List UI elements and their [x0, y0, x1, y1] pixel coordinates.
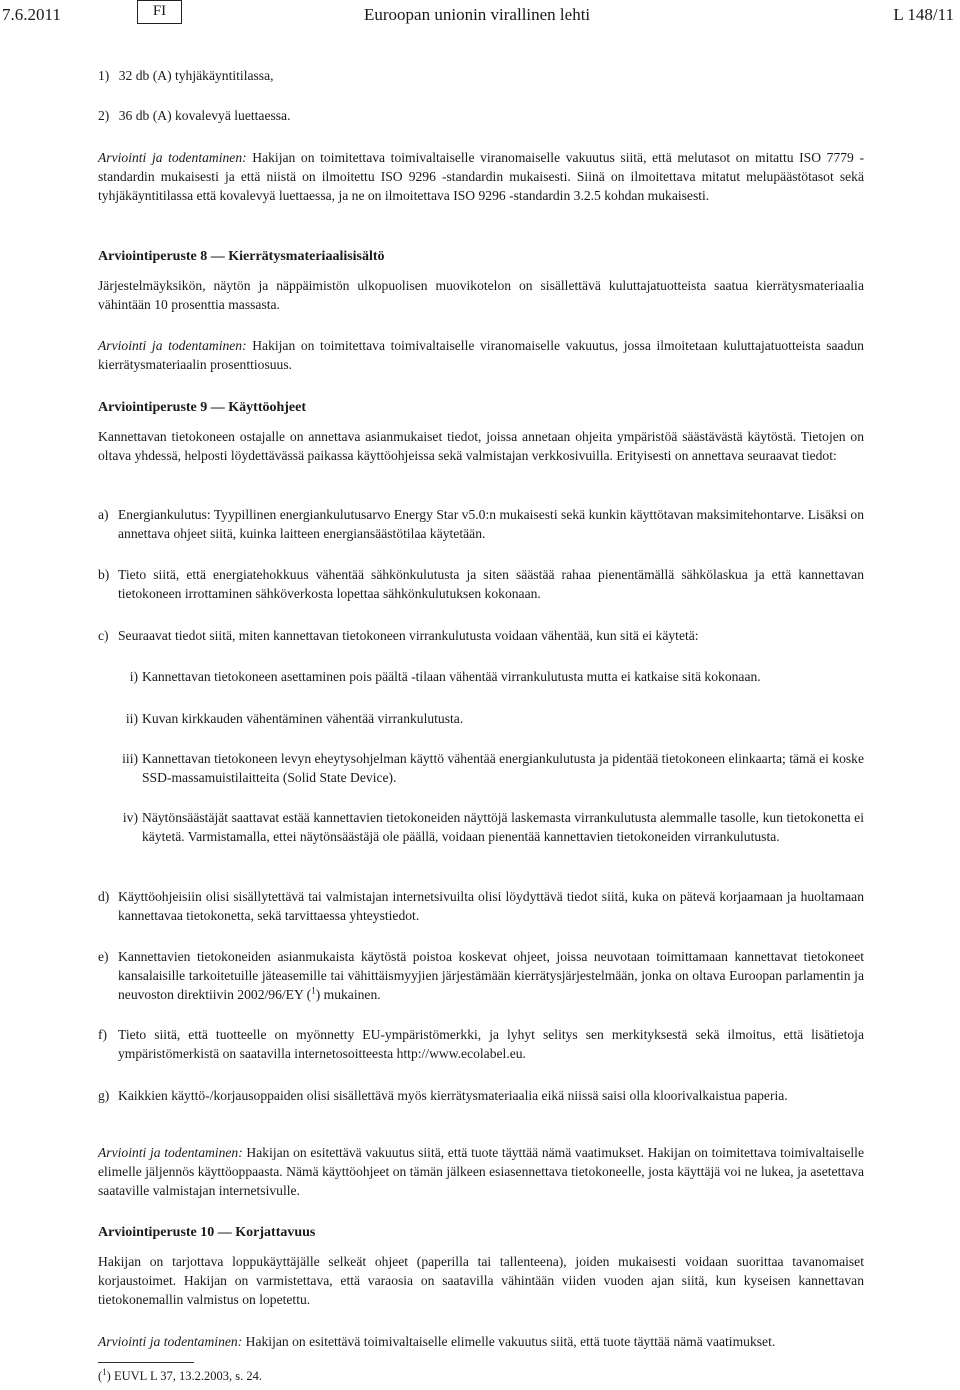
assessment-paragraph	[98, 1332, 864, 1351]
list-item-label: 1)	[98, 68, 110, 83]
language-badge: FI	[137, 0, 182, 24]
section-heading-10: Arviointiperuste 10 — Korjattavuus	[98, 1225, 316, 1240]
sub-list-item-label: iv)	[122, 810, 138, 825]
assessment-text: Hakijan on toimitettava toimivaltaiselle viranomaiselle vakuutus, jossa ilmoitetaan kuluttajatuotteista saadun kierrätysmateriaalin prosenttiosuus.	[98, 338, 864, 372]
section-body: Järjestelmäyksikön, näytön ja näppäimistön ulkopuolisen muovikotelon on sisällettävä kuluttajatuotteista saatua kierrätysmateriaalia vähintään 10 prosenttia massasta.	[98, 278, 864, 312]
sub-list-item	[118, 667, 864, 686]
sub-list-item-text: Näytönsäästäjät saattavat estää kannettavien tietokoneiden näyttöjä laskemasta virrankulutusta alemmalle tasolle, kun tietokonetta ei käytetä. Varmistamalla, ettei näytönsäästäjä ole päällä, voidaan pienentää kannettavien tietokoneiden virrankulutusta.	[142, 810, 864, 844]
list-item	[98, 626, 864, 645]
list-item-text: 32 db (A) tyhjäkäyntitilassa,	[118, 68, 274, 83]
page-header	[0, 0, 960, 34]
list-item-label: b)	[98, 567, 110, 582]
assessment-lead: Arviointi ja todentaminen:	[98, 150, 247, 165]
sub-list-item	[118, 749, 864, 787]
list-item	[98, 565, 864, 603]
list-item-label: d)	[98, 889, 110, 904]
list-item-text: Energiankulutus: Tyypillinen energiankulutusarvo Energy Star v5.0:n mukaisesti sekä kunkin käyttötavan maksimitehontarve. Lisäksi on annettava ohjeet siitä, kuinka laitteen energiansäästötilaa käytetään.	[118, 507, 864, 541]
sub-list-item	[118, 808, 864, 846]
assessment-paragraph	[98, 1143, 864, 1200]
assessment-paragraph	[98, 148, 864, 205]
list-item-label: e)	[98, 949, 109, 964]
assessment-text: Hakijan on esitettävä vakuutus siitä, että tuote täyttää nämä vaatimukset. Hakijan on toimitettava toimivaltaiselle elimelle jäljennös käyttöoppaasta. Nämä käyttöohjeet on tämän jälkeen esiasennettava tietokoneelle, josta käyttäjä voi ne lukea, ja asetettava saataville valmistajan internetsivulle.	[98, 1145, 864, 1198]
list-item	[98, 1025, 864, 1063]
list-item-text: 36 db (A) kovalevyä luettaessa.	[118, 108, 291, 123]
list-item-label: g)	[98, 1088, 110, 1103]
sub-list-item	[118, 709, 864, 728]
footnote-reference[interactable]: 1	[311, 985, 316, 996]
list-item-label: f)	[98, 1027, 108, 1042]
page-number: L 148/11	[893, 5, 954, 24]
list-item	[98, 106, 864, 125]
sub-list-item-text: Kannettavan tietokoneen asettaminen pois päältä -tilaan vähentää virrankulutusta mutta ei katkaise sitä kokonaan.	[142, 669, 761, 684]
list-item	[98, 1086, 864, 1105]
publication-date: 7.6.2011	[2, 5, 61, 24]
list-item-text: Tieto siitä, että tuotteelle on myönnetty EU-ympäristömerkki, ja lyhyt selitys sen merkityksestä sekä ilmoitus, että lisätietoja ympäristömerkistä on saatavilla internetosoitteesta http://www.ecolabel.eu.	[118, 1027, 864, 1061]
sub-list-item-label: iii)	[122, 751, 138, 766]
list-item-text: Käyttöohjeisiin olisi sisällytettävä tai valmistajan internetsivuilta olisi löydyttävä tiedot siitä, kuka on pätevä korjaamaan ja huoltamaan kannettavaa tietokonetta, sekä tarvittaessa yhteystiedot.	[118, 889, 864, 923]
footnote-text: EUVL L 37, 13.2.2003, s. 24.	[110, 1369, 262, 1383]
section-heading-9: Arviointiperuste 9 — Käyttöohjeet	[98, 400, 307, 415]
list-item-text: Kaikkien käyttö-/korjausoppaiden olisi sisällettävä myös kierrätysmateriaalia eikä niissä saisi olla kloorivalkaistua paperia.	[118, 1088, 788, 1103]
list-item-text-tail: mukainen.	[320, 987, 381, 1002]
sub-list-item-text: Kuvan kirkkauden vähentäminen vähentää virrankulutusta.	[142, 711, 464, 726]
assessment-lead: Arviointi ja todentaminen:	[98, 338, 247, 353]
assessment-text: Hakijan on esitettävä toimivaltaiselle elimelle vakuutus siitä, että tuote täyttää nämä vaatimukset.	[245, 1334, 776, 1349]
section-body: Kannettavan tietokoneen ostajalle on annettava asianmukaiset tiedot, joissa annetaan ohjeita ympäristöä säästävästä käytöstä. Tietojen on oltava yhdessä, helposti löydettävässä paikassa käyttöohjeissa sekä valmistajan verkkosivuilla. Erityisesti on annettava seuraavat tiedot:	[98, 429, 864, 463]
list-item-text: Seuraavat tiedot siitä, miten kannettavan tietokoneen virrankulutusta voidaan vähentää, kun sitä ei käytetä:	[118, 628, 699, 643]
section-body: Hakijan on tarjottava loppukäyttäjälle selkeät ohjeet (paperilla tai tallenteena), joiden mukaisesti voidaan suorittaa tavanomaiset korjaustoimet. Hakijan on varmistettava, että varaosia on saatavilla vähintään viiden vuoden ajan siitä, kun kyseisen kannettavan tietokonemallin valmistus on lopetettu.	[98, 1254, 864, 1307]
assessment-text: Hakijan on toimitettava toimivaltaiselle viranomaiselle vakuutus siitä, että melutasot on mitattu ISO 7779 -standardin mukaisesti ja että niistä on ilmoitettu ISO 9296 -standardin mukaisesti. Siinä on ilmoitettava mitatut melupäästötasot sekä tyhjäkäyntitilassa että kovalevyä luettaessa, ja ne on ilmoitettava ISO 9296 -standardin 3.2.5 kohdan mukaisesti.	[98, 150, 864, 203]
list-item-label: 2)	[98, 108, 110, 123]
list-item	[98, 947, 864, 1004]
footnote-number: 1	[102, 1366, 107, 1377]
list-item-label: a)	[98, 507, 109, 522]
list-item-text: Kannettavien tietokoneiden asianmukaista käytöstä poistoa koskevat ohjeet, joissa neuvotaan toimittamaan kannettavat tietokoneet kansalaisille tarkoitetuille jäteasemille tai vähittäismyyjien järjestämään kierrätysjärjestelmään, jonka on oltava Euroopan parlamentin ja neuvoston direktiivin 2002/96/EY ($^1$) mukainen.	[118, 949, 864, 1002]
assessment-lead: Arviointi ja todentaminen:	[98, 1145, 243, 1160]
section-heading-8: Arviointiperuste 8 — Kierrätysmateriaalisisältö	[98, 249, 385, 264]
assessment-lead: Arviointi ja todentaminen:	[98, 1334, 243, 1349]
list-item-text: Tieto siitä, että energiatehokkuus vähentää sähkönkulutusta ja siten säästää rahaa pienentämällä sähkölaskua ja että kannettavan tietokoneen irrottaminen sähköverkosta lopettaa sähkönkulutuksen kokonaan.	[118, 567, 864, 601]
list-item	[98, 505, 864, 543]
sub-list-item-text: Kannettavan tietokoneen levyn eheytysohjelman käyttö vähentää energiankulutusta ja pidentää tietokoneen elinkaarta; tämä ei koske SSD-massamuistilaitteita (Solid State Device).	[142, 751, 864, 785]
journal-title: Euroopan unionin virallinen lehti	[364, 5, 591, 24]
footnote: ($^1$) EUVL L 37, 13.2.2003, s. 24.	[98, 1366, 262, 1383]
sub-list-item-label: ii)	[125, 711, 138, 726]
assessment-paragraph	[98, 336, 864, 374]
footnote-divider	[98, 1362, 194, 1363]
list-item	[98, 66, 864, 85]
list-item-text-main: Kannettavien tietokoneiden asianmukaista käytöstä poistoa koskevat ohjeet, joissa neuvotaan toimittamaan kannettavat tietokoneet kansalaisille tarkoitetuille jäteasemille tai vähittäismyyjien järjestämään kierrätysjärjestelmään, jonka on oltava Euroopan parlamentin ja neuvoston direktiivin 2002/96/EY	[118, 949, 864, 1002]
sub-list-item-label: i)	[129, 669, 138, 684]
list-item	[98, 887, 864, 925]
list-item-label: c)	[98, 628, 109, 643]
